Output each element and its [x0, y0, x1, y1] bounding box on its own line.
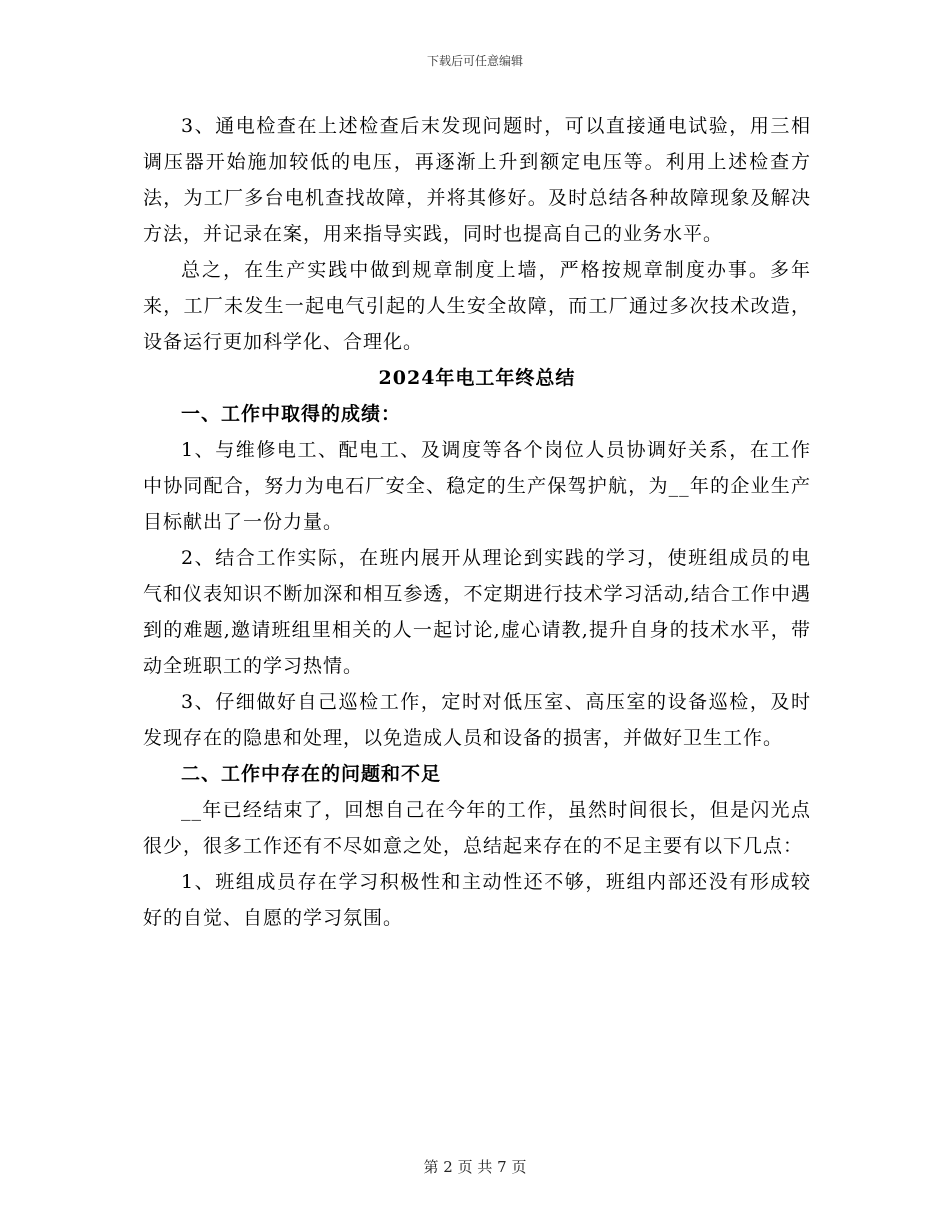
- section-heading-problems: 二、工作中存在的问题和不足: [181, 763, 442, 785]
- section-heading-achievements: 一、工作中取得的成绩：: [181, 403, 402, 425]
- document-body: [143, 108, 811, 936]
- paragraph-power-on-check: 3、通电检查在上述检查后末发现问题时，可以直接通电试验，用三相调压器开始施加较低的电压，再逐渐上升到额定电压等。利用上述检查方法，为工厂多台电机查找故障，并将其修好。及时总结各种故障现象及解决方法，并记录在案，用来指导实践，同时也提高自己的业务水平。: [143, 115, 811, 245]
- page-header: 下载后可任意编辑: [426, 54, 523, 68]
- paragraph-achievement-3: 3、仔细做好自己巡检工作，定时对低压室、高压室的设备巡检，及时发现存在的隐患和处理，以免造成人员和设备的损害，并做好卫生工作。: [143, 691, 811, 749]
- paragraph-problems-intro: __年已经结束了，回想自己在今年的工作，虽然时间很长，但是闪光点很少，很多工作还有不尽如意之处，总结起来存在的不足主要有以下几点：: [143, 799, 811, 857]
- paragraph-achievement-2: 2、结合工作实际，在班内展开从理论到实践的学习，使班组成员的电气和仪表知识不断加深和相互参透，不定期进行技术学习活动,结合工作中遇到的难题,邀请班组里相关的人一起讨论,虚心请教,提升自身的技术水平，带动全班职工的学习热情。: [143, 547, 811, 677]
- paragraph-problem-1: 1、班组成员存在学习积极性和主动性还不够，班组内部还没有形成较好的自觉、自愿的学习氛围。: [143, 871, 811, 929]
- page-footer: 第 2 页 共 7 页: [423, 1158, 527, 1176]
- paragraph-achievement-1: 1、与维修电工、配电工、及调度等各个岗位人员协调好关系，在工作中协同配合，努力为电石厂安全、稳定的生产保驾护航，为__年的企业生产目标献出了一份力量。: [143, 439, 811, 533]
- document-title: 2024年电工年终总结: [378, 367, 576, 389]
- paragraph-summary: 总之，在生产实践中做到规章制度上墙，严格按规章制度办事。多年来，工厂未发生一起电气引起的人生安全故障，而工厂通过多次技术改造，设备运行更加科学化、合理化。: [143, 259, 811, 353]
